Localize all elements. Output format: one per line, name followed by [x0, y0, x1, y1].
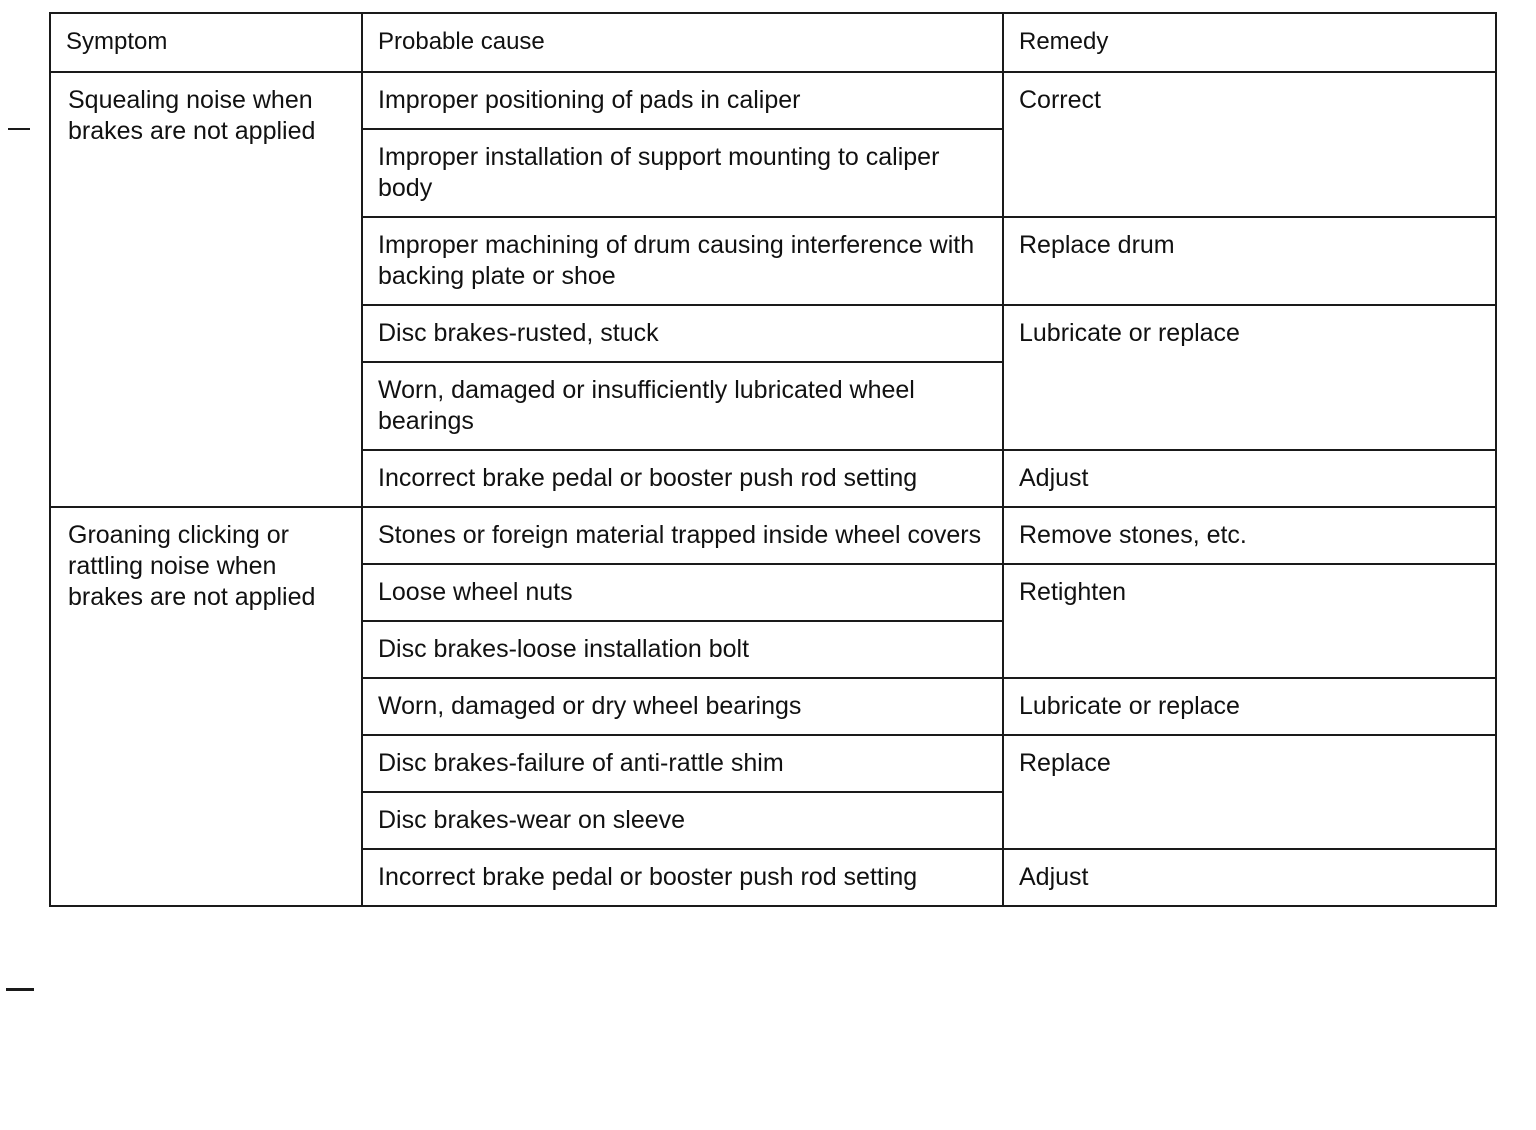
- cause-cell: Disc brakes-rusted, stuck: [362, 305, 1003, 362]
- cause-cell: Disc brakes-loose installation bolt: [362, 621, 1003, 678]
- symptom-cell: Groaning clicking or rattling noise when brakes are not applied: [50, 507, 362, 906]
- cause-cell: Disc brakes-wear on sleeve: [362, 792, 1003, 849]
- table-row: [50, 72, 1496, 129]
- remedy-cell: Lubricate or replace: [1003, 305, 1496, 450]
- remedy-cell: Adjust: [1003, 450, 1496, 507]
- remedy-cell: Lubricate or replace: [1003, 678, 1496, 735]
- remedy-cell: Retighten: [1003, 564, 1496, 678]
- remedy-cell: Replace: [1003, 735, 1496, 849]
- header-symptom: Symptom: [50, 13, 362, 72]
- cause-cell: Incorrect brake pedal or booster push rod setting: [362, 849, 1003, 906]
- margin-mark: [6, 988, 34, 991]
- cause-cell: Disc brakes-failure of anti-rattle shim: [362, 735, 1003, 792]
- cause-cell: Worn, damaged or dry wheel bearings: [362, 678, 1003, 735]
- troubleshooting-table: [49, 12, 1497, 907]
- cause-cell: Improper installation of support mounting to caliper body: [362, 129, 1003, 217]
- header-remedy: Remedy: [1003, 13, 1496, 72]
- header-row: [50, 13, 1496, 72]
- cause-cell: Loose wheel nuts: [362, 564, 1003, 621]
- header-probable-cause: Probable cause: [362, 13, 1003, 72]
- cause-cell: Improper machining of drum causing interference with backing plate or shoe: [362, 217, 1003, 305]
- remedy-cell: Remove stones, etc.: [1003, 507, 1496, 564]
- table-row: [50, 507, 1496, 564]
- remedy-cell: Replace drum: [1003, 217, 1496, 305]
- cause-cell: Worn, damaged or insufficiently lubricated wheel bearings: [362, 362, 1003, 450]
- cause-cell: Incorrect brake pedal or booster push rod setting: [362, 450, 1003, 507]
- remedy-cell: Correct: [1003, 72, 1496, 217]
- margin-mark: [8, 128, 30, 130]
- cause-cell: Stones or foreign material trapped inside wheel covers: [362, 507, 1003, 564]
- symptom-cell: Squealing noise when brakes are not applied: [50, 72, 362, 507]
- remedy-cell: Adjust: [1003, 849, 1496, 906]
- cause-cell: Improper positioning of pads in caliper: [362, 72, 1003, 129]
- troubleshooting-table-container: [49, 12, 1495, 907]
